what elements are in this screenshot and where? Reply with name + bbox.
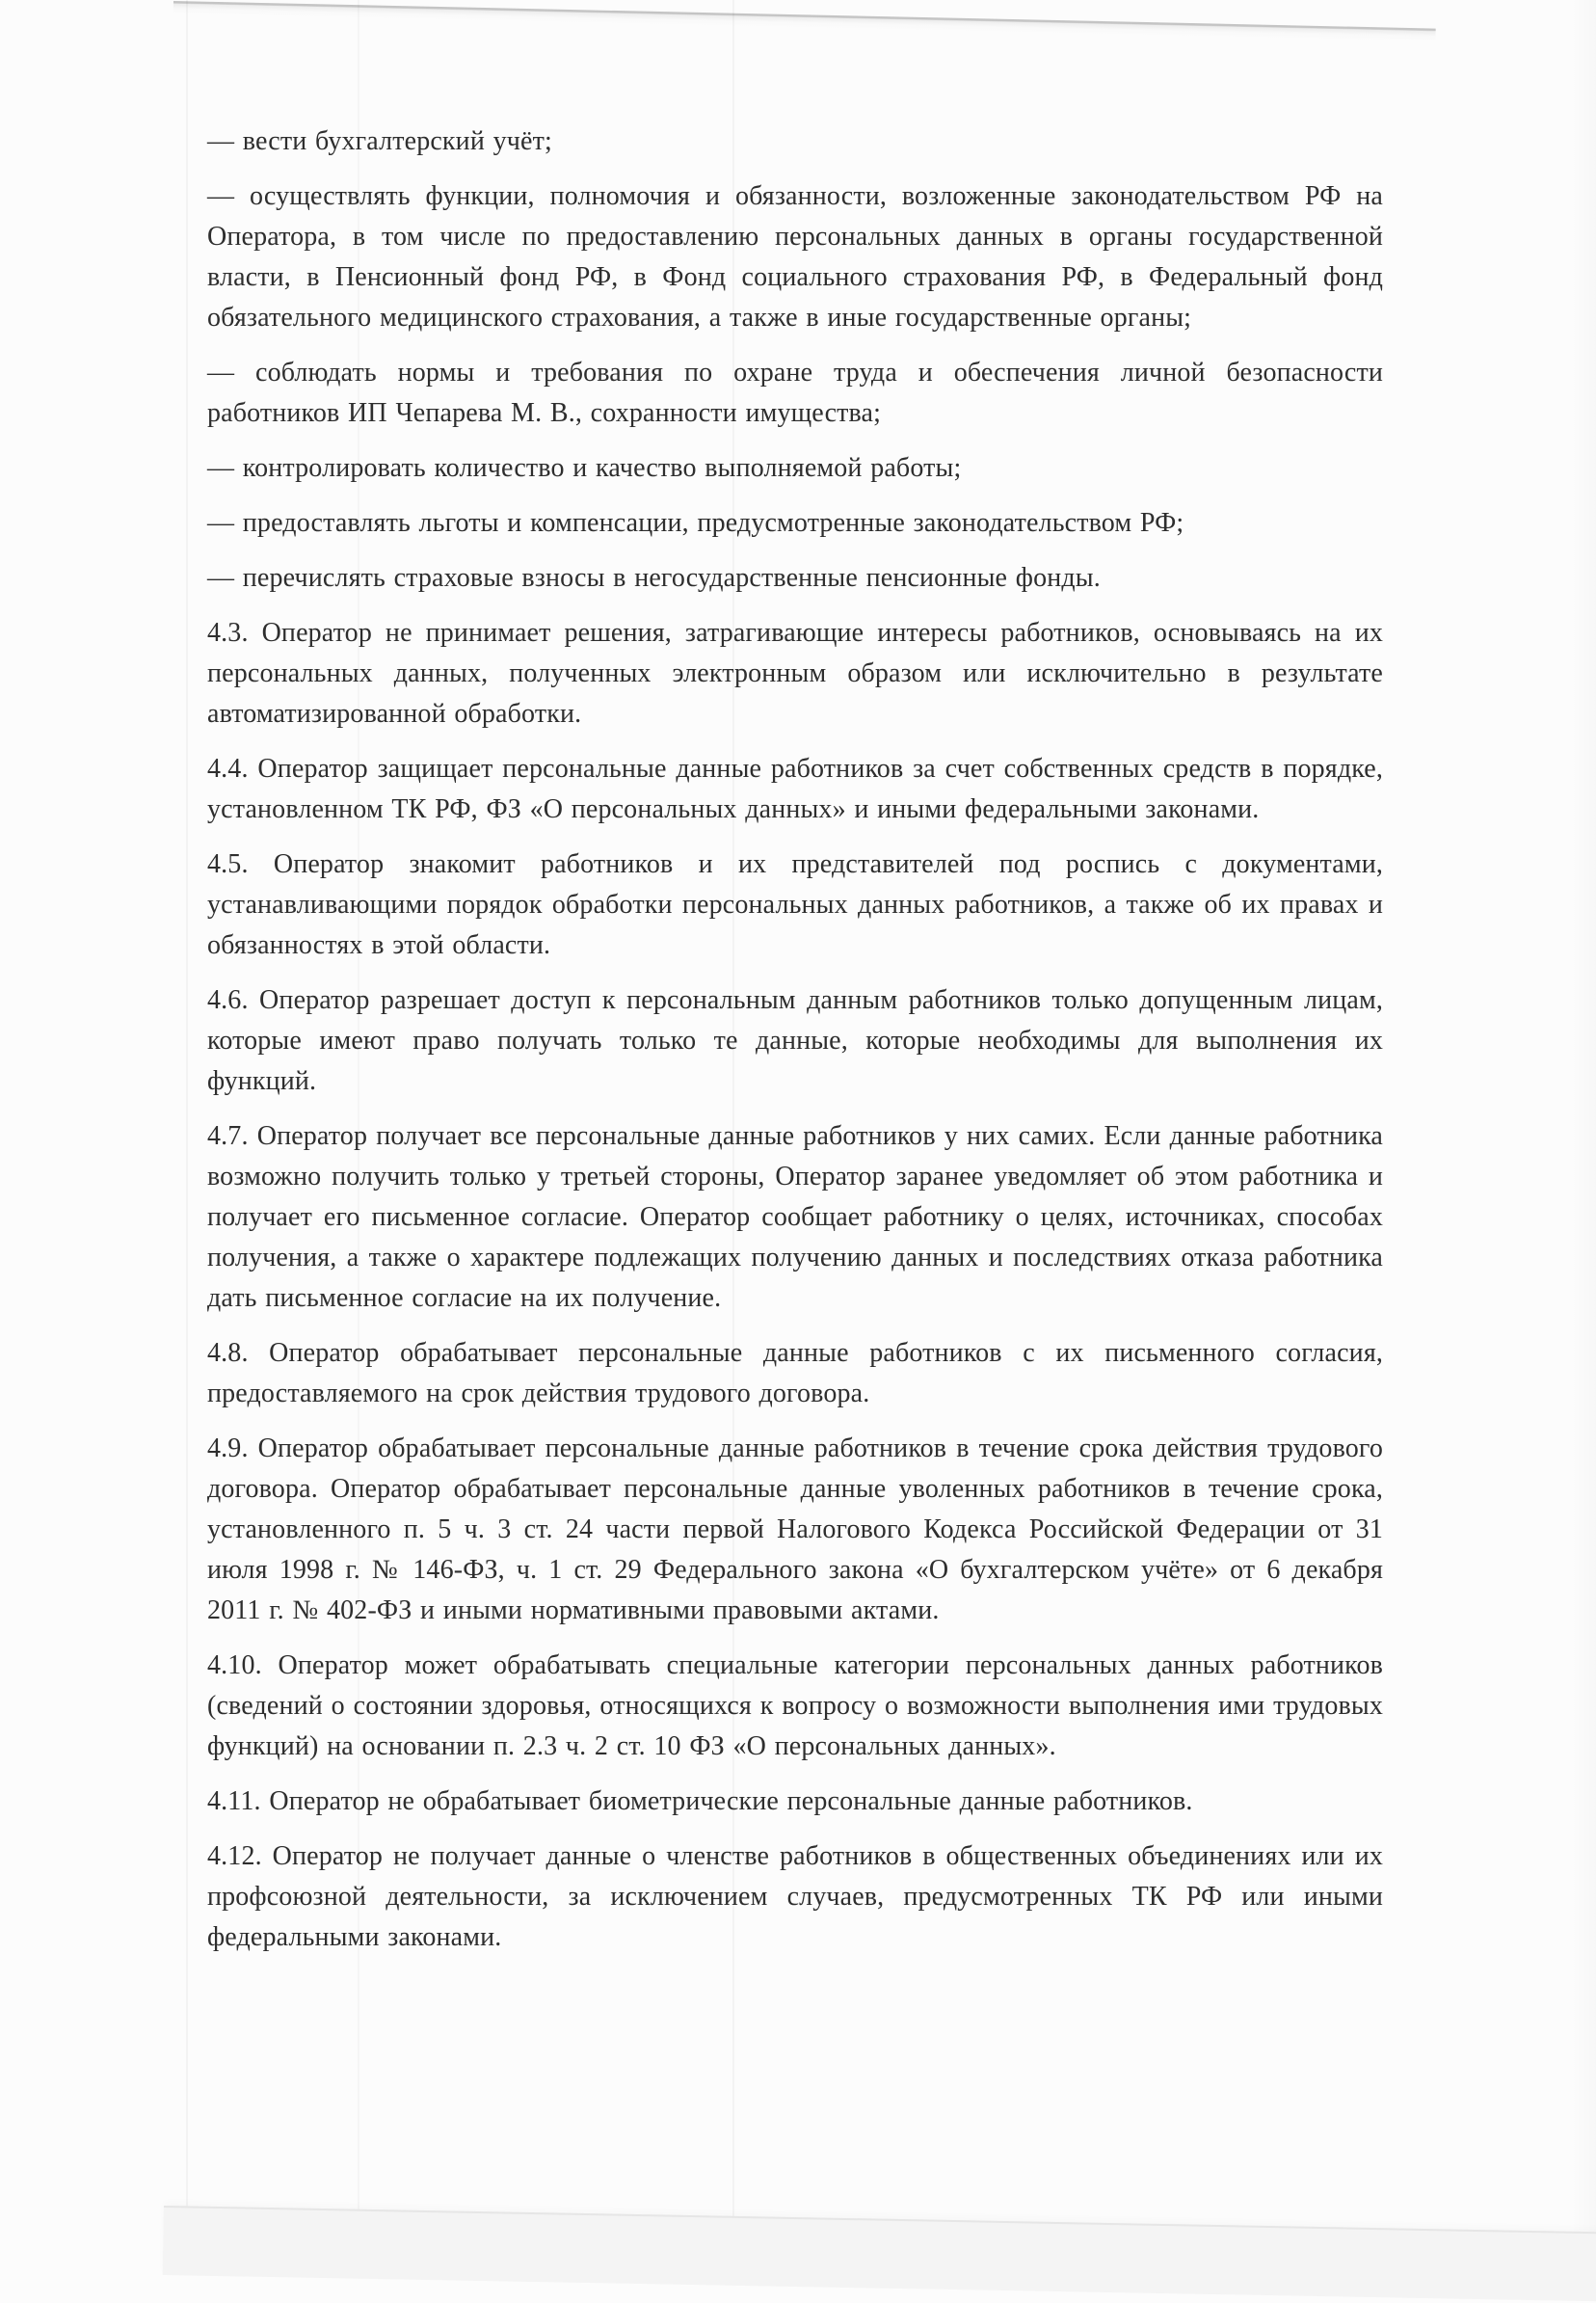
list-item-work-quality-control: — контролировать количество и качество выполняемой работы; bbox=[207, 453, 962, 483]
list-item-pension-contributions: — перечислять страховые взносы в негосударственные пенсионные фонды. bbox=[207, 563, 1101, 593]
clause-4-6: 4.6. Оператор разрешает доступ к персональным данным работников только допущенным лицам, которые имеют право получать только те данные, которые необходимы для выполнения их функций. bbox=[207, 985, 1383, 1096]
list-item-accounting: — вести бухгалтерский учёт; bbox=[207, 126, 552, 156]
clause-4-8: 4.8. Оператор обрабатывает персональные данные работников с их письменного согласия, предоставляемого на срок действия трудового договора. bbox=[207, 1338, 1383, 1408]
clause-4-5: 4.5. Оператор знакомит работников и их представителей под роспись с документами, устанавливающими порядок обработки персональных данных работников, а также об их правах и обязанностях в этой области. bbox=[207, 849, 1383, 960]
clause-4-10: 4.10. Оператор может обрабатывать специальные категории персональных данных работников (сведений о состоянии здоровья, относящихся к вопросу о возможности выполнения ими трудовых функций) на основании п. 2.3 ч. 2 ст. 10 ФЗ «О персональных данных». bbox=[207, 1650, 1383, 1761]
list-item-benefits-compensation: — предоставлять льготы и компенсации, предусмотренные законодательством РФ; bbox=[207, 508, 1184, 538]
scan-artifact-fold-line bbox=[186, 0, 188, 2255]
list-item-legal-functions: — осуществлять функции, полномочия и обязанности, возложенные законодательством РФ на Оператора, в том числе по предоставлению персональных данных в органы государственной власти, в Пенсионный фонд РФ, в Фонд социального страхования РФ, в Федеральный фонд обязательного медицинского страхования, а также в иные государственные органы; bbox=[207, 181, 1383, 333]
clause-4-7: 4.7. Оператор получает все персональные данные работников у них самих. Если данные работника возможно получить только у третьей стороны, Оператор заранее уведомляет об этом работника и получает его письменное согласие. Оператор сообщает работнику о целях, источниках, способах получения, а также о характере подлежащих получению данных и последствиях отказа работника дать письменное согласие на их получение. bbox=[207, 1121, 1383, 1313]
clause-4-4: 4.4. Оператор защищает персональные данные работников за счет собственных средств в порядке, установленном ТК РФ, ФЗ «О персональных данных» и иными федеральными законами. bbox=[207, 754, 1383, 824]
scan-artifact-top-edge bbox=[173, 1, 1436, 42]
clause-4-3: 4.3. Оператор не принимает решения, затрагивающие интересы работников, основываясь на их персональных данных, полученных электронным образом или исключительно в результате автоматизированной обработки. bbox=[207, 618, 1383, 729]
clause-4-12: 4.12. Оператор не получает данные о членстве работников в общественных объединениях или их профсоюзной деятельности, за исключением случаев, предусмотренных ТК РФ или иными федеральными законами. bbox=[207, 1841, 1383, 1952]
clause-4-11: 4.11. Оператор не обрабатывает биометрические персональные данные работников. bbox=[207, 1786, 1193, 1816]
clause-4-9: 4.9. Оператор обрабатывает персональные данные работников в течение срока действия трудового договора. Оператор обрабатывает персональные данные уволенных работников в течение срока, установленного п. 5 ч. 3 ст. 24 части первой Налогового Кодекса Российской Федерации от 31 июля 1998 г. № 146-ФЗ, ч. 1 ст. 29 Федерального закона «О бухгалтерском учёте» от 6 декабря 2011 г. № 402-ФЗ и иными нормативными правовыми актами. bbox=[207, 1433, 1383, 1625]
paragraph-container bbox=[207, 121, 1383, 1958]
scan-artifact-right-shade bbox=[1571, 0, 1596, 2255]
list-item-labor-safety: — соблюдать нормы и требования по охране труда и обеспечения личной безопасности работников ИП Чепарева М. В., сохранности имущества; bbox=[207, 358, 1383, 428]
